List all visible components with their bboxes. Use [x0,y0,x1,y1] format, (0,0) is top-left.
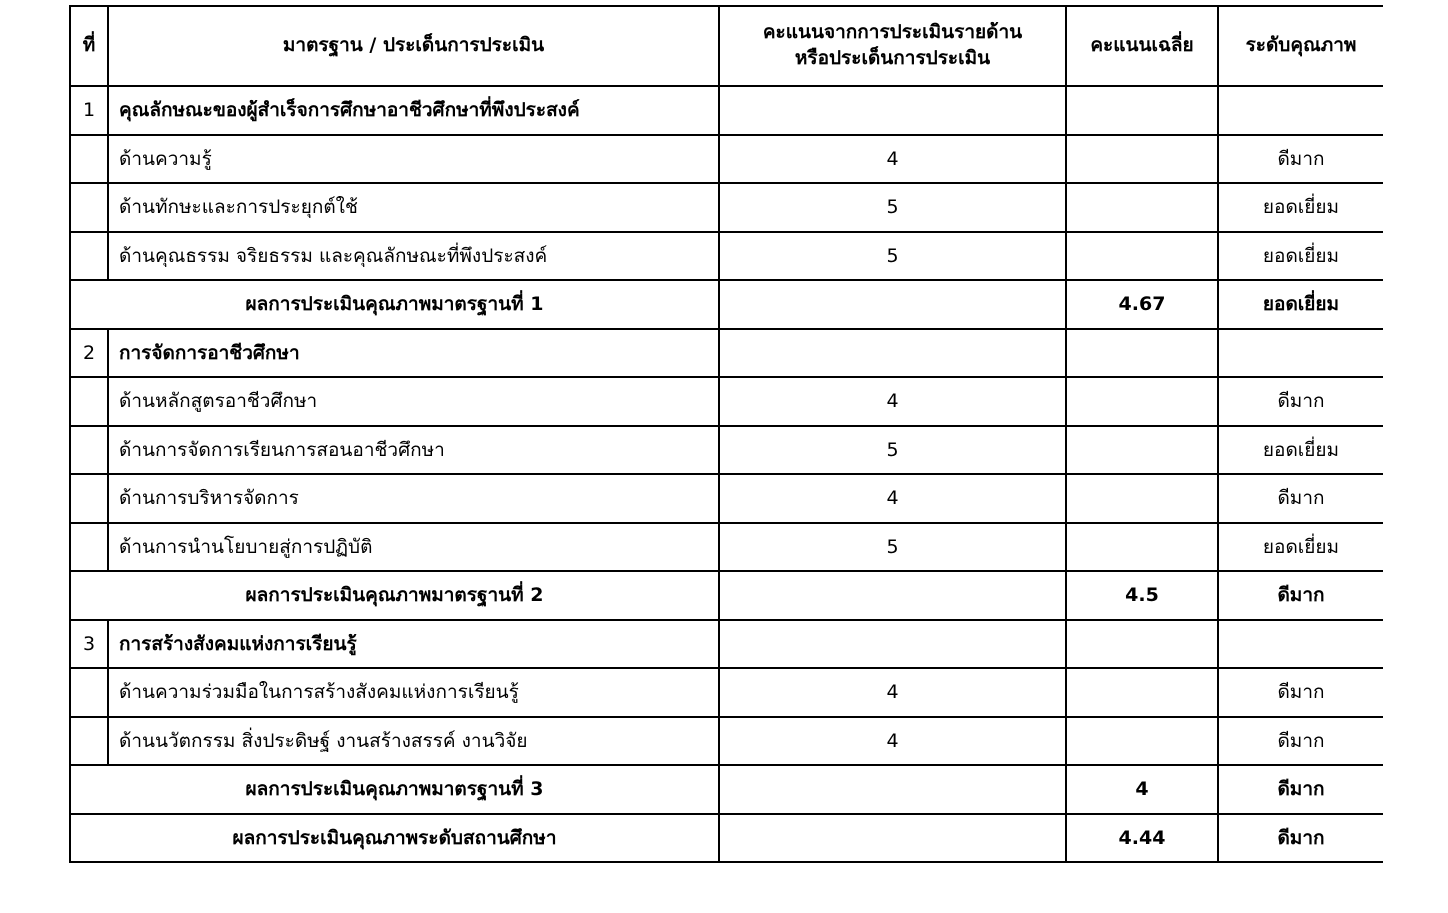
item-row [70,377,1383,426]
summary-level: ยอดเยี่ยม [1218,280,1383,329]
empty-cell [70,183,108,232]
item-score: 4 [719,717,1066,766]
summary-average: 4.5 [1066,571,1218,620]
assessment-sheet [69,5,1383,863]
standard-number: 2 [70,329,108,378]
item-score: 5 [719,232,1066,281]
empty-cell [1066,668,1218,717]
empty-cell [719,814,1066,863]
summary-label: ผลการประเมินคุณภาพมาตรฐานที่ 2 [70,571,719,620]
item-score: 5 [719,183,1066,232]
standard-title: การจัดการอาชีวศึกษา [108,329,719,378]
item-level: ดีมาก [1218,135,1383,184]
empty-cell [719,620,1066,669]
header-score: คะแนนจากการประเมินรายด้าน หรือประเด็นการประเมิน [719,6,1066,86]
item-label: ด้านการจัดการเรียนการสอนอาชีวศึกษา [108,426,719,475]
item-level: ยอดเยี่ยม [1218,426,1383,475]
overall-average: 4.44 [1066,814,1218,863]
empty-cell [1218,620,1383,669]
standard-row [70,620,1383,669]
item-score: 4 [719,474,1066,523]
header-average: คะแนนเฉลี่ย [1066,6,1218,86]
empty-cell [1066,183,1218,232]
empty-cell [719,571,1066,620]
empty-cell [70,523,108,572]
item-label: ด้านความร่วมมือในการสร้างสังคมแห่งการเรียนรู้ [108,668,719,717]
item-label: ด้านการบริหารจัดการ [108,474,719,523]
overall-label: ผลการประเมินคุณภาพระดับสถานศึกษา [70,814,719,863]
item-row [70,523,1383,572]
standard-title: คุณลักษณะของผู้สำเร็จการศึกษาอาชีวศึกษาที่พึงประสงค์ [108,86,719,135]
item-level: ดีมาก [1218,717,1383,766]
item-label: ด้านทักษะและการประยุกต์ใช้ [108,183,719,232]
item-row [70,474,1383,523]
header-no: ที่ [70,6,108,86]
item-label: ด้านนวัตกรรม สิ่งประดิษฐ์ งานสร้างสรรค์ งานวิจัย [108,717,719,766]
item-level: ยอดเยี่ยม [1218,183,1383,232]
standard-row [70,329,1383,378]
empty-cell [1066,717,1218,766]
empty-cell [70,426,108,475]
summary-row [70,280,1383,329]
summary-row [70,571,1383,620]
header-row [70,6,1383,86]
summary-label: ผลการประเมินคุณภาพมาตรฐานที่ 3 [70,765,719,814]
empty-cell [719,280,1066,329]
summary-level: ดีมาก [1218,571,1383,620]
empty-cell [1066,232,1218,281]
item-score: 5 [719,523,1066,572]
summary-average: 4.67 [1066,280,1218,329]
item-score: 4 [719,135,1066,184]
item-score: 4 [719,668,1066,717]
item-row [70,183,1383,232]
empty-cell [70,668,108,717]
empty-cell [719,86,1066,135]
standard-row [70,86,1383,135]
empty-cell [70,135,108,184]
empty-cell [719,765,1066,814]
item-row [70,668,1383,717]
empty-cell [1066,474,1218,523]
empty-cell [1066,135,1218,184]
summary-label: ผลการประเมินคุณภาพมาตรฐานที่ 1 [70,280,719,329]
summary-average: 4 [1066,765,1218,814]
item-row [70,426,1383,475]
empty-cell [1218,86,1383,135]
empty-cell [1066,329,1218,378]
empty-cell [70,474,108,523]
summary-row [70,765,1383,814]
item-level: ยอดเยี่ยม [1218,232,1383,281]
empty-cell [70,377,108,426]
standard-number: 3 [70,620,108,669]
item-level: ดีมาก [1218,377,1383,426]
empty-cell [70,717,108,766]
item-label: ด้านการนำนโยบายสู่การปฏิบัติ [108,523,719,572]
empty-cell [1066,426,1218,475]
item-score: 5 [719,426,1066,475]
summary-level: ดีมาก [1218,765,1383,814]
empty-cell [1066,86,1218,135]
empty-cell [1066,377,1218,426]
empty-cell [1066,523,1218,572]
item-level: ดีมาก [1218,474,1383,523]
empty-cell [719,329,1066,378]
standard-number: 1 [70,86,108,135]
item-level: ดีมาก [1218,668,1383,717]
empty-cell [70,232,108,281]
item-row [70,135,1383,184]
item-label: ด้านหลักสูตรอาชีวศึกษา [108,377,719,426]
item-label: ด้านคุณธรรม จริยธรรม และคุณลักษณะที่พึงประสงค์ [108,232,719,281]
item-row [70,717,1383,766]
overall-level: ดีมาก [1218,814,1383,863]
empty-cell [1218,329,1383,378]
item-level: ยอดเยี่ยม [1218,523,1383,572]
item-label: ด้านความรู้ [108,135,719,184]
empty-cell [1066,620,1218,669]
item-score: 4 [719,377,1066,426]
standard-title: การสร้างสังคมแห่งการเรียนรู้ [108,620,719,669]
header-level: ระดับคุณภาพ [1218,6,1383,86]
overall-row [70,814,1383,863]
assessment-table [69,5,1383,863]
item-row [70,232,1383,281]
header-standard: มาตรฐาน / ประเด็นการประเมิน [108,6,719,86]
